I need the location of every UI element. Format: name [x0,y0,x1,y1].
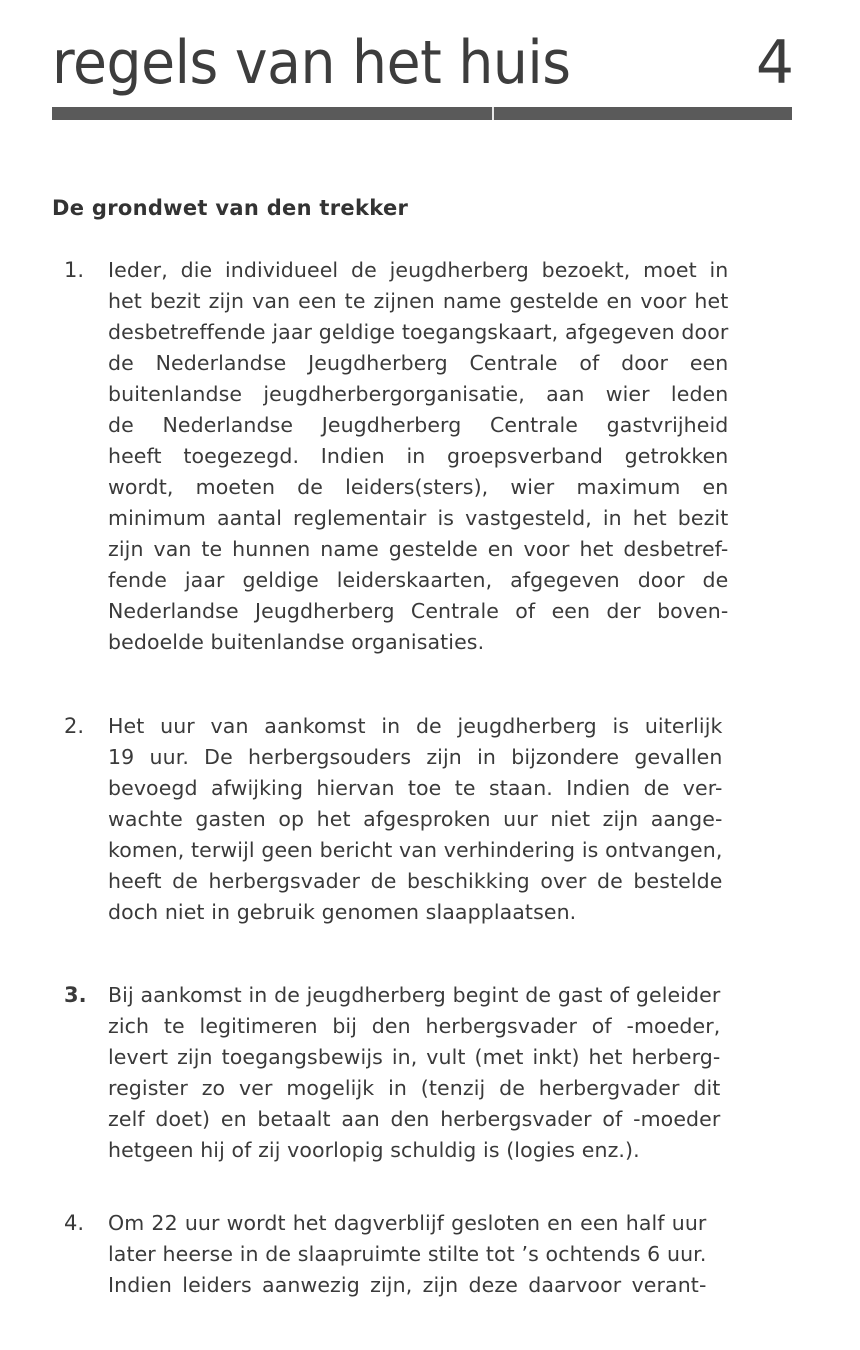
rule-item [52,980,720,1166]
rule-item [52,711,722,928]
rule-number: 4. [64,1211,85,1235]
rule-text [108,980,720,1166]
text-line: de Nederlandse Jeugdherberg Centrale of door een [108,351,729,375]
text-line: buitenlandse jeugdherbergorganisatie, aan wier leden [108,382,729,406]
text-line: komen, terwijl geen bericht van verhindering is ontvangen, [108,838,723,862]
text-line: bedoelde buitenlandse organisaties. [108,630,485,654]
rule-text [108,711,722,928]
text-line: wachte gasten op het afgesproken uur niet zijn aange- [108,807,723,831]
text-line: Ieder, die individueel de jeugdherberg bezoekt, moet in [108,258,729,282]
rule-text [108,1208,706,1301]
text-line: doch niet in gebruik genomen slaapplaatsen. [108,900,577,924]
text-line: register zo ver mogelijk in (tenzij de herbergvader dit [108,1076,721,1100]
text-line: Het uur van aankomst in de jeugdherberg is uiterlijk [108,714,723,738]
divider-gap [492,107,494,120]
text-line: de Nederlandse Jeugdherberg Centrale gastvrijheid [108,413,729,437]
header-divider [52,107,792,120]
section-title: De grondwet van den trekker [52,196,409,220]
text-line: Nederlandse Jeugdherberg Centrale of een der boven- [108,599,729,623]
rule-number: 1. [64,258,85,282]
text-line: fende jaar geldige leiderskaarten, afgegeven door de [108,568,729,592]
rule-number: 3. [64,983,87,1007]
rule-number: 2. [64,714,85,738]
text-line: heeft de herbergsvader de beschikking over de bestelde [108,869,723,893]
rule-text [108,255,728,658]
page-header [52,28,794,98]
text-line: bevoegd afwijking hiervan toe te staan. Indien de ver- [108,776,723,800]
text-line: later heerse in de slaapruimte stilte tot ’s ochtends 6 uur. [108,1242,707,1266]
text-line: hetgeen hij of zij voorlopig schuldig is (logies enz.). [108,1138,640,1162]
text-line: minimum aantal reglementair is vastgesteld, in het bezit [108,506,729,530]
text-line: wordt, moeten de leiders(sters), wier maximum en [108,475,729,499]
text-line: levert zijn toegangsbewijs in, vult (met inkt) het herberg- [108,1045,721,1069]
text-line: desbetreffende jaar geldige toegangskaart, afgegeven door [108,320,729,344]
text-line: zich te legitimeren bij den herbergsvader of -moeder, [108,1014,721,1038]
chapter-title: regels van het huis [52,28,571,98]
text-line: heeft toegezegd. Indien in groepsverband getrokken [108,444,729,468]
text-line: Om 22 uur wordt het dagverblijf gesloten en een half uur [108,1211,707,1235]
text-line: zijn van te hunnen name gestelde en voor het desbetref- [108,537,729,561]
text-line: zelf doet) en betaalt aan den herbergsvader of -moeder [108,1107,721,1131]
text-line: Bij aankomst in de jeugdherberg begint de gast of geleider [108,983,721,1007]
text-line: Indien leiders aanwezig zijn, zijn deze daarvoor verant- [108,1273,707,1297]
rule-item [52,1208,706,1301]
text-line: 19 uur. De herbergsouders zijn in bijzondere gevallen [108,745,723,769]
chapter-number: 4 [755,28,794,98]
rule-item [52,255,728,658]
text-line: het bezit zijn van een te zijnen name gestelde en voor het [108,289,729,313]
